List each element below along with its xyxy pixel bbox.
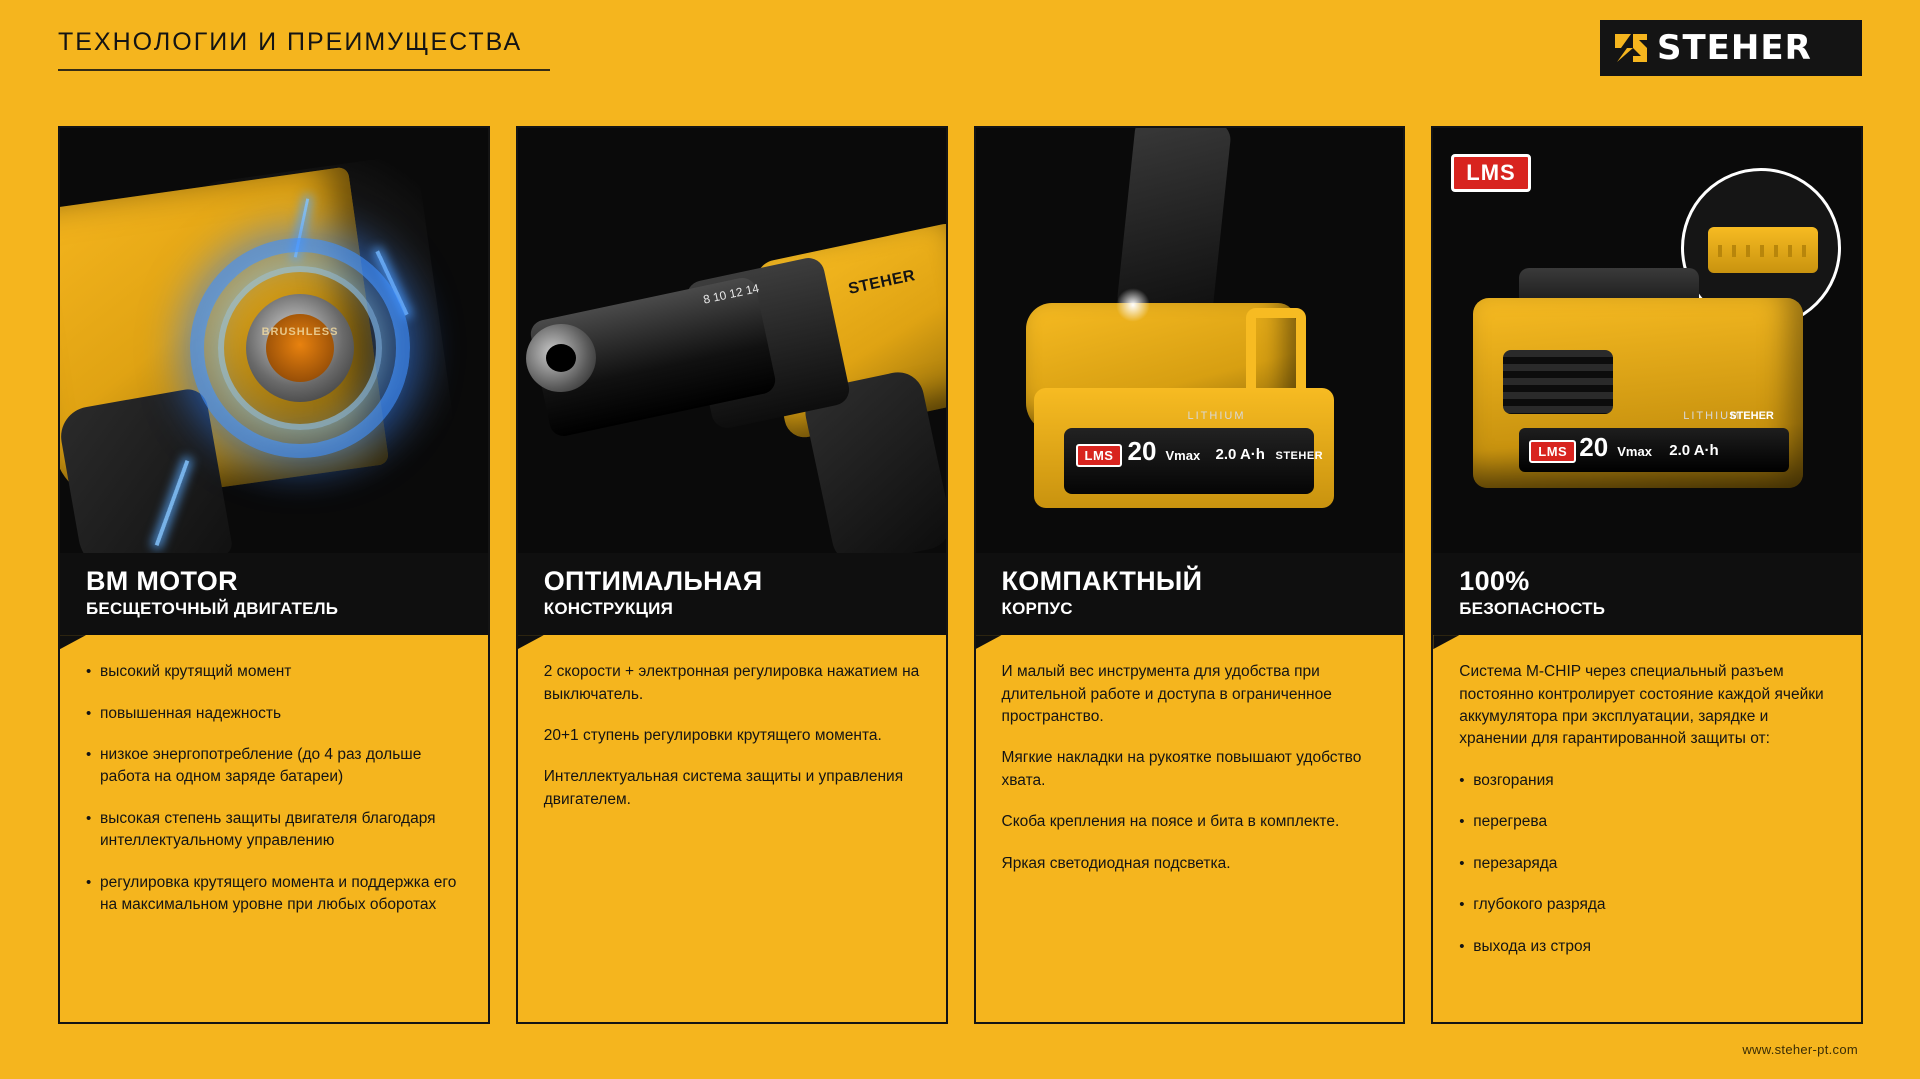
card-title: BM MOTOR — [86, 566, 238, 596]
battery-lms-badge — [1529, 440, 1576, 463]
card-photo-battery-mchip — [1433, 128, 1861, 553]
steher-monogram-icon — [1611, 28, 1651, 68]
feature-card-safety — [1431, 126, 1863, 1024]
photo-brand-label: STEHER — [846, 267, 917, 298]
battery-brand: STEHER — [1729, 410, 1774, 422]
list-item: • высокая степень защиты двигателя благодаря интеллектуальному управлению — [86, 808, 462, 853]
torque-scale-numbers: 8 10 12 14 — [701, 281, 761, 307]
card-title: КОМПАКТНЫЙ — [1001, 566, 1203, 596]
paragraph: 20+1 ступень регулировки крутящего момента. — [543, 727, 882, 745]
list-item: • глубокого разряда — [1459, 894, 1835, 916]
list-item: • низкое энергопотребление (до 4 раз дольше работа на одном заряде батареи) — [86, 744, 462, 789]
photo-label-brushless: BRUSHLESS — [261, 326, 339, 338]
battery-voltage-unit: Vmax — [1617, 444, 1652, 459]
battery-voltage-unit: Vmax — [1165, 448, 1201, 463]
card-title: 100% — [1459, 566, 1530, 596]
battery-brand: STEHER — [1275, 450, 1324, 462]
feature-card-bm-motor — [58, 126, 490, 1024]
lms-badge-text: LMS — [1451, 154, 1530, 192]
paragraph: Мягкие накладки на рукоятке повышают удобство хвата. — [1001, 749, 1362, 789]
card-photo-compact-body — [976, 128, 1404, 553]
battery-capacity: 2.0 A·h — [1669, 442, 1719, 459]
brand-logo-text: STEHER — [1657, 28, 1812, 68]
list-item: • перегрева — [1459, 811, 1835, 833]
feature-card-compact-body — [974, 126, 1406, 1024]
battery-vent — [1503, 350, 1613, 414]
paragraph: Интеллектуальная система защиты и управления двигателем. — [543, 768, 904, 808]
card-titlebar — [976, 553, 1404, 635]
card-titlebar — [1433, 553, 1861, 635]
header-divider — [58, 69, 550, 71]
battery-lithium-text: LITHIUM — [1683, 410, 1742, 422]
card-subtitle: КОРПУС — [1001, 598, 1073, 618]
page-title: ТЕХНОЛОГИИ И ПРЕИМУЩЕСТВА — [58, 28, 523, 56]
led-light-icon — [1116, 288, 1150, 322]
brand-logo — [1600, 20, 1862, 76]
card-subtitle: БЕСЩЕТОЧНЫЙ ДВИГАТЕЛЬ — [86, 598, 339, 618]
card-subtitle: КОНСТРУКЦИЯ — [543, 598, 673, 618]
battery-lithium-text: LITHIUM — [1187, 410, 1246, 422]
card-title: ОПТИМАЛЬНАЯ — [543, 566, 763, 596]
feature-card-list — [58, 126, 1863, 1024]
card-photo-brushless-motor — [60, 128, 488, 553]
list-item: • выхода из строя — [1459, 936, 1835, 958]
lms-badge-text: LMS — [1076, 444, 1123, 467]
paragraph: Скоба крепления на поясе и бита в комплекте. — [1001, 813, 1340, 831]
card-body — [1433, 635, 1861, 1022]
footer-website: www.steher-pt.com — [1742, 1042, 1858, 1057]
paragraph: И малый вес инструмента для удобства при длительной работе и доступа в ограниченное пространство. — [1001, 663, 1332, 726]
chuck-opening — [546, 344, 576, 372]
lms-badge-text: LMS — [1529, 440, 1576, 463]
list-item: • регулировка крутящего момента и поддержка его на максимальном уровне при любых оборотах — [86, 872, 462, 917]
paragraph: Система M-CHIP через специальный разъем постоянно контролирует состояние каждой ячейки аккумулятора при эксплуатации, зарядке и хранении для гарантированной защиты от: — [1459, 663, 1824, 748]
tool-grip — [60, 386, 234, 553]
list-item: • повышенная надежность — [86, 703, 462, 725]
card-subtitle: БЕЗОПАСНОСТЬ — [1459, 598, 1606, 618]
mchip-pins — [1718, 245, 1810, 257]
list-item: • перезаряда — [1459, 853, 1835, 875]
battery-voltage: 20 — [1127, 436, 1157, 466]
card-body — [60, 635, 488, 1022]
battery-lms-badge — [1076, 444, 1123, 467]
list-item: • высокий крутящий момент — [86, 661, 462, 683]
card-body — [518, 635, 946, 1022]
header — [58, 28, 1863, 71]
battery-capacity: 2.0 A·h — [1215, 446, 1265, 463]
paragraph: Яркая светодиодная подсветка. — [1001, 854, 1231, 872]
paragraph: 2 скорости + электронная регулировка нажатием на выключатель. — [543, 663, 920, 703]
card-photo-drill-chuck — [518, 128, 946, 553]
lms-logo-badge — [1451, 154, 1530, 192]
motor-core — [266, 314, 334, 382]
card-titlebar — [518, 553, 946, 635]
list-item: • возгорания — [1459, 770, 1835, 792]
battery-voltage: 20 — [1579, 432, 1609, 462]
feature-card-optimal-design — [516, 126, 948, 1024]
card-body — [976, 635, 1404, 1022]
card-titlebar — [60, 553, 488, 635]
